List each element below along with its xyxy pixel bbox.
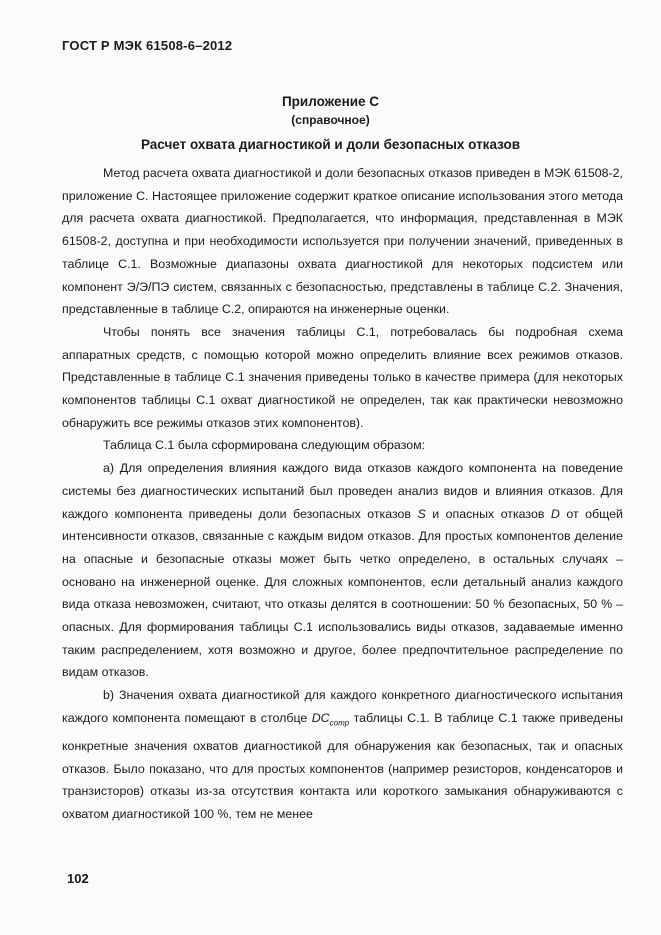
section-title: Расчет охвата диагностикой и доли безопасных отказов [140, 137, 521, 152]
paragraph-table-values: Чтобы понять все значения таблицы C.1, потребовалась бы подробная схема аппаратных средств, с помощью которой можно определить влияние всех режимов отказов. Представленные в таблице C.1 значения приведены только в качестве примера (для некоторых компонентов таблицы C.1 охват диагностикой не определен, так как практически невозможно обнаружить все режимы отказов этих компонентов). [62, 324, 623, 430]
item-b-text-2: таблицы C.1. В таблице C.1 также приведены конкретные значения охватов диагностикой для обнаружения как безопасных, так и опасных отказов. Было показано, что для простых компонентов (например резисторов, конденсаторов и транзисторов) отказы из-за отсутствия контакта или короткого замыкания обнаруживаются с охватом диагностикой 100 %, тем не менее [62, 710, 623, 822]
item-a-text-3: от общей интенсивности отказов, связанные с каждым видом отказов. Для простых компонентов деление на опасные и безопасные отказы может быть четко определено, в остальных случаях – основано на инженерной оценке. Для сложных компонентов, если детальный анализ каждого вида отказа невозможен, считают, что отказы делятся в соотношении: 50 % безопасных, 50 % – опасных. Для формирования таблицы C.1 использовались виды отказов, задаваемые именно таким распределением, хотя возможно и другое, более предпочтительное распределение по видам отказов. [62, 506, 623, 680]
dc-comp-symbol [311, 710, 350, 728]
paragraph-intro: Метод расчета охвата диагностикой и доли безопасных отказов приведен в МЭК 61508-2, приложение C. Настоящее приложение содержит краткое описание использования этого метода для расчета охвата диагностикой. Предполагается, что информация, представленная в МЭК 61508-2, доступна и при необходимости используется при получении значений, приведенных в таблице C.1. Возможные диапазоны охвата диагностикой для некоторых подсистем или компонент Э/Э/ПЭ систем, связанных с безопасностью, представлены в таблице C.2. Значения, представленные в таблице C.2, опираются на инженерные оценки. [62, 166, 623, 317]
variable-s: S [417, 506, 426, 521]
appendix-subtitle: (справочное) [291, 113, 370, 127]
item-b-text-1: b) Значения охвата диагностикой для каждого конкретного диагностического испытания каждого компонента помещают в столбце [62, 688, 623, 725]
body-text [62, 162, 623, 826]
paragraph-table-formation: Таблица C.1 была сформирована следующим образом: [103, 438, 426, 453]
variable-d: D [550, 506, 560, 521]
dc-base: DC [311, 710, 330, 725]
page-number: 102 [67, 871, 89, 886]
item-a-text-1: а) Для определения влияния каждого вида отказов каждого компонента на поведение системы без диагностических испытаний был проведен анализ видов и влияния отказов. Для каждого компонента приведены доли безопасных отказов [62, 461, 623, 521]
dc-subscript: comp [329, 718, 350, 728]
list-item-a [62, 457, 623, 684]
document-code: ГОСТ Р МЭК 61508-6–2012 [62, 38, 233, 53]
list-item-b [62, 684, 623, 826]
item-a-text-2: и опасных отказов [432, 506, 545, 521]
appendix-title: Приложение C [281, 94, 380, 109]
